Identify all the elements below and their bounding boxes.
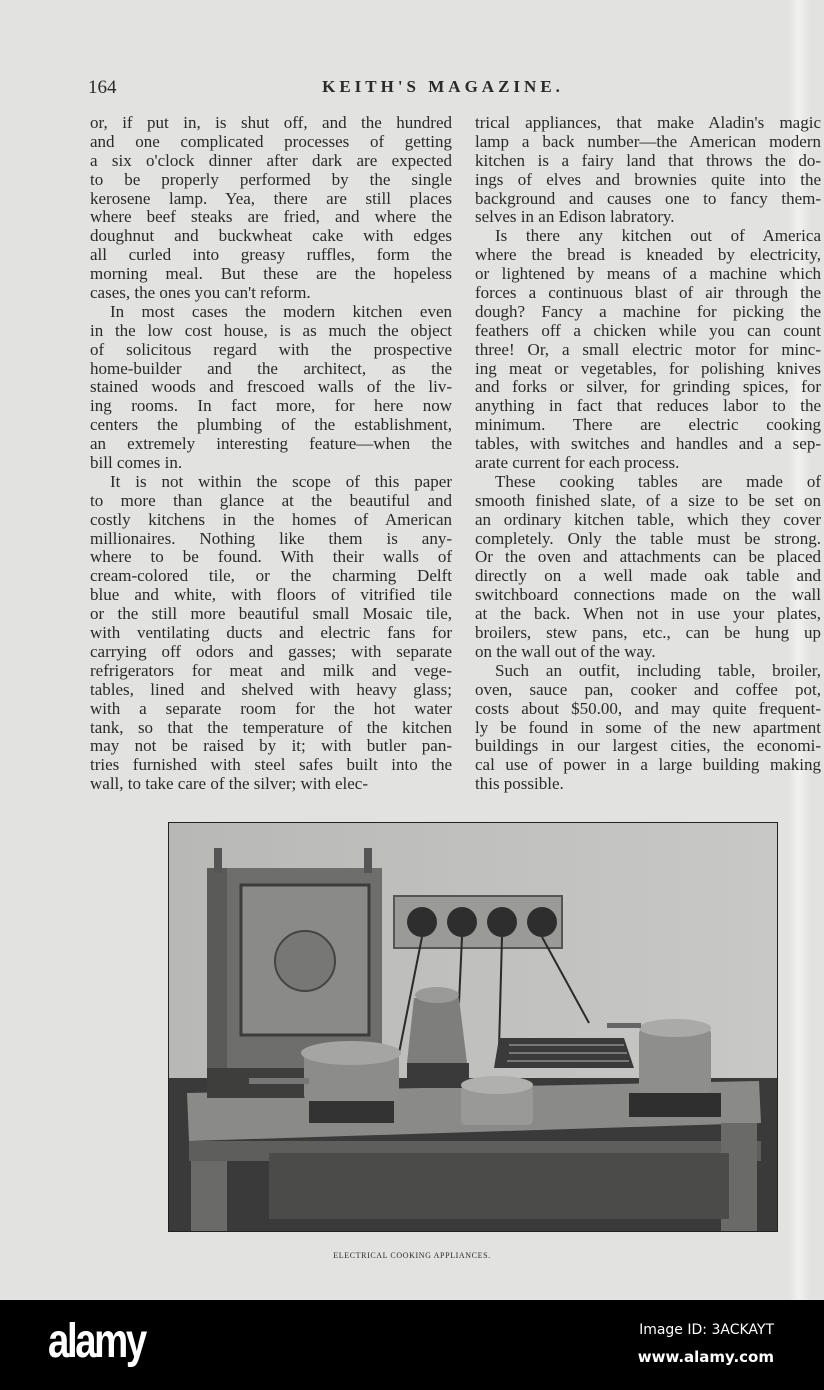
image-id-label: Image ID: 3ACKAYT bbox=[639, 1322, 774, 1338]
text-line: smooth finished slate, of a size to be set on bbox=[475, 490, 821, 510]
text-line: an extremely interesting feature—when the bbox=[90, 434, 452, 454]
text-line: selves in an Edison labratory. bbox=[475, 207, 675, 227]
alamy-logo: alamy bbox=[48, 1315, 145, 1368]
paragraph bbox=[475, 473, 821, 662]
text-line: to more than glance at the beautiful and bbox=[90, 490, 452, 510]
text-line: tables, lined and shelved with heavy glass; bbox=[90, 679, 452, 699]
page-number: 164 bbox=[88, 77, 117, 98]
text-line: arate current for each process. bbox=[475, 453, 680, 473]
figure-caption: ELECTRICAL COOKING APPLIANCES. bbox=[333, 1251, 491, 1260]
text-line: doughnut and buckwheat cake with edges bbox=[90, 226, 452, 246]
text-line: buildings in our largest cities, the economi- bbox=[475, 736, 821, 756]
text-line: of solicitous regard with the prospective bbox=[90, 339, 452, 359]
text-column-left bbox=[90, 114, 452, 794]
text-line: centers the plumbing of the establishment, bbox=[90, 415, 452, 435]
text-column-right bbox=[475, 114, 821, 794]
text-line: where to be found. With their walls of bbox=[90, 547, 452, 567]
paragraph bbox=[475, 114, 821, 227]
text-line: ings of elves and brownies quite into the bbox=[475, 169, 821, 189]
text-line: cream-colored tile, or the charming Delft bbox=[90, 566, 452, 586]
text-line: wall, to take care of the silver; with elec- bbox=[90, 774, 369, 794]
text-line: three! Or, a small electric motor for minc- bbox=[475, 339, 821, 359]
text-line: morning meal. But these are the hopeless bbox=[90, 264, 452, 284]
text-line: feathers off a chicken while you can count bbox=[475, 320, 821, 340]
text-line: where beef steaks are fried, and where the bbox=[90, 207, 452, 227]
text-line: all curled into greasy ruffles, form the bbox=[90, 245, 452, 265]
text-line: In most cases the modern kitchen even bbox=[110, 301, 452, 321]
text-line: costly kitchens in the homes of American bbox=[90, 509, 452, 529]
text-line: Or the oven and attachments can be placed bbox=[475, 547, 821, 567]
text-line: lamp a back number—the American modern bbox=[475, 131, 821, 151]
text-line: anything in fact that reduces labor to the bbox=[475, 396, 821, 416]
paragraph bbox=[475, 662, 821, 794]
text-line: tank, so that the temperature of the kitchen bbox=[90, 717, 452, 737]
text-line: kitchen is a fairy land that throws the do- bbox=[475, 150, 821, 170]
text-line: or lightened by means of a machine which bbox=[475, 264, 821, 284]
text-line: or, if put in, is shut off, and the hundred bbox=[90, 113, 452, 132]
paragraph bbox=[90, 303, 452, 473]
text-line: this possible. bbox=[475, 774, 564, 794]
stew-pan bbox=[461, 1076, 533, 1125]
text-line: Is there any kitchen out of America bbox=[495, 226, 821, 246]
text-line: tables, with switches and handles and a sep- bbox=[475, 434, 821, 454]
text-line: with a separate room for the hot water bbox=[90, 698, 452, 718]
photo-illustration bbox=[169, 823, 778, 1232]
text-line: minimum. There are electric cooking bbox=[475, 415, 821, 435]
paragraph bbox=[90, 473, 452, 794]
text-line: These cooking tables are made of bbox=[495, 471, 821, 491]
text-line: refrigerators for meat and milk and vege- bbox=[90, 660, 452, 680]
site-url: www.alamy.com bbox=[637, 1348, 774, 1366]
text-line: stained woods and frescoed walls of the liv- bbox=[90, 377, 452, 397]
text-line: cal use of power in a large building making bbox=[475, 755, 821, 775]
text-line: a six o'clock dinner after dark are expected bbox=[90, 150, 452, 170]
paragraph bbox=[90, 114, 452, 303]
text-line: to be properly performed by the single bbox=[90, 169, 452, 189]
text-line: in the low cost house, is as much the object bbox=[90, 320, 452, 340]
text-line: switchboard connections made on the wall bbox=[475, 585, 821, 605]
text-line: Such an outfit, including table, broiler, bbox=[495, 660, 821, 680]
text-line: broilers, stew pans, etc., can be hung up bbox=[475, 623, 821, 643]
paragraph bbox=[475, 227, 821, 473]
text-line: kerosene lamp. Yea, there are still places bbox=[90, 188, 452, 208]
text-line: forces a continuous blast of air through the bbox=[475, 283, 821, 303]
text-line: background and causes one to fancy them- bbox=[475, 188, 821, 208]
text-line: where the bread is kneaded by electricity, bbox=[475, 245, 821, 265]
text-line: ing rooms. In fact more, for here now bbox=[90, 396, 452, 416]
broiler bbox=[494, 1038, 634, 1068]
text-line: with ventilating ducts and electric fans for bbox=[90, 623, 452, 643]
text-line: completely. Only the table must be strong. bbox=[475, 528, 821, 548]
text-line: or the still more beautiful small Mosaic tile, bbox=[90, 604, 452, 624]
text-line: oven, sauce pan, cooker and coffee pot, bbox=[475, 679, 821, 699]
watermark-banner bbox=[0, 1300, 824, 1390]
text-line: at the back. When not in use your plates, bbox=[475, 604, 821, 624]
text-line: millionaires. Nothing like them is any- bbox=[90, 528, 452, 548]
text-line: blue and white, with floors of vitrified tile bbox=[90, 585, 452, 605]
text-line: ing meat or vegetables, for polishing knives bbox=[475, 358, 821, 378]
text-line: and one complicated processes of getting bbox=[90, 131, 452, 151]
figure-photo-electrical-cooking-appliances bbox=[168, 822, 778, 1232]
running-head: KEITH'S MAGAZINE. bbox=[322, 77, 564, 96]
text-line: costs about $50.00, and may quite frequent- bbox=[475, 698, 821, 718]
text-line: home-builder and the architect, as the bbox=[90, 358, 452, 378]
text-line: dough? Fancy a machine for picking the bbox=[475, 301, 821, 321]
text-line: and forks or silver, for grinding spices, for bbox=[475, 377, 821, 397]
text-line: bill comes in. bbox=[90, 453, 183, 473]
text-line: tries furnished with steel safes built into the bbox=[90, 755, 452, 775]
text-line: It is not within the scope of this paper bbox=[110, 471, 452, 491]
text-line: may not be raised by it; with butler pan- bbox=[90, 736, 452, 756]
text-line: directly on a well made oak table and bbox=[475, 566, 821, 586]
text-line: trical appliances, that make Aladin's magic bbox=[475, 113, 821, 132]
text-line: ly be found in some of the new apartment bbox=[475, 717, 821, 737]
text-line: an ordinary kitchen table, which they cover bbox=[475, 509, 821, 529]
text-line: on the wall out of the way. bbox=[475, 641, 656, 661]
text-line: cases, the ones you can't reform. bbox=[90, 283, 311, 303]
text-line: carrying off odors and gasses; with separate bbox=[90, 641, 452, 661]
